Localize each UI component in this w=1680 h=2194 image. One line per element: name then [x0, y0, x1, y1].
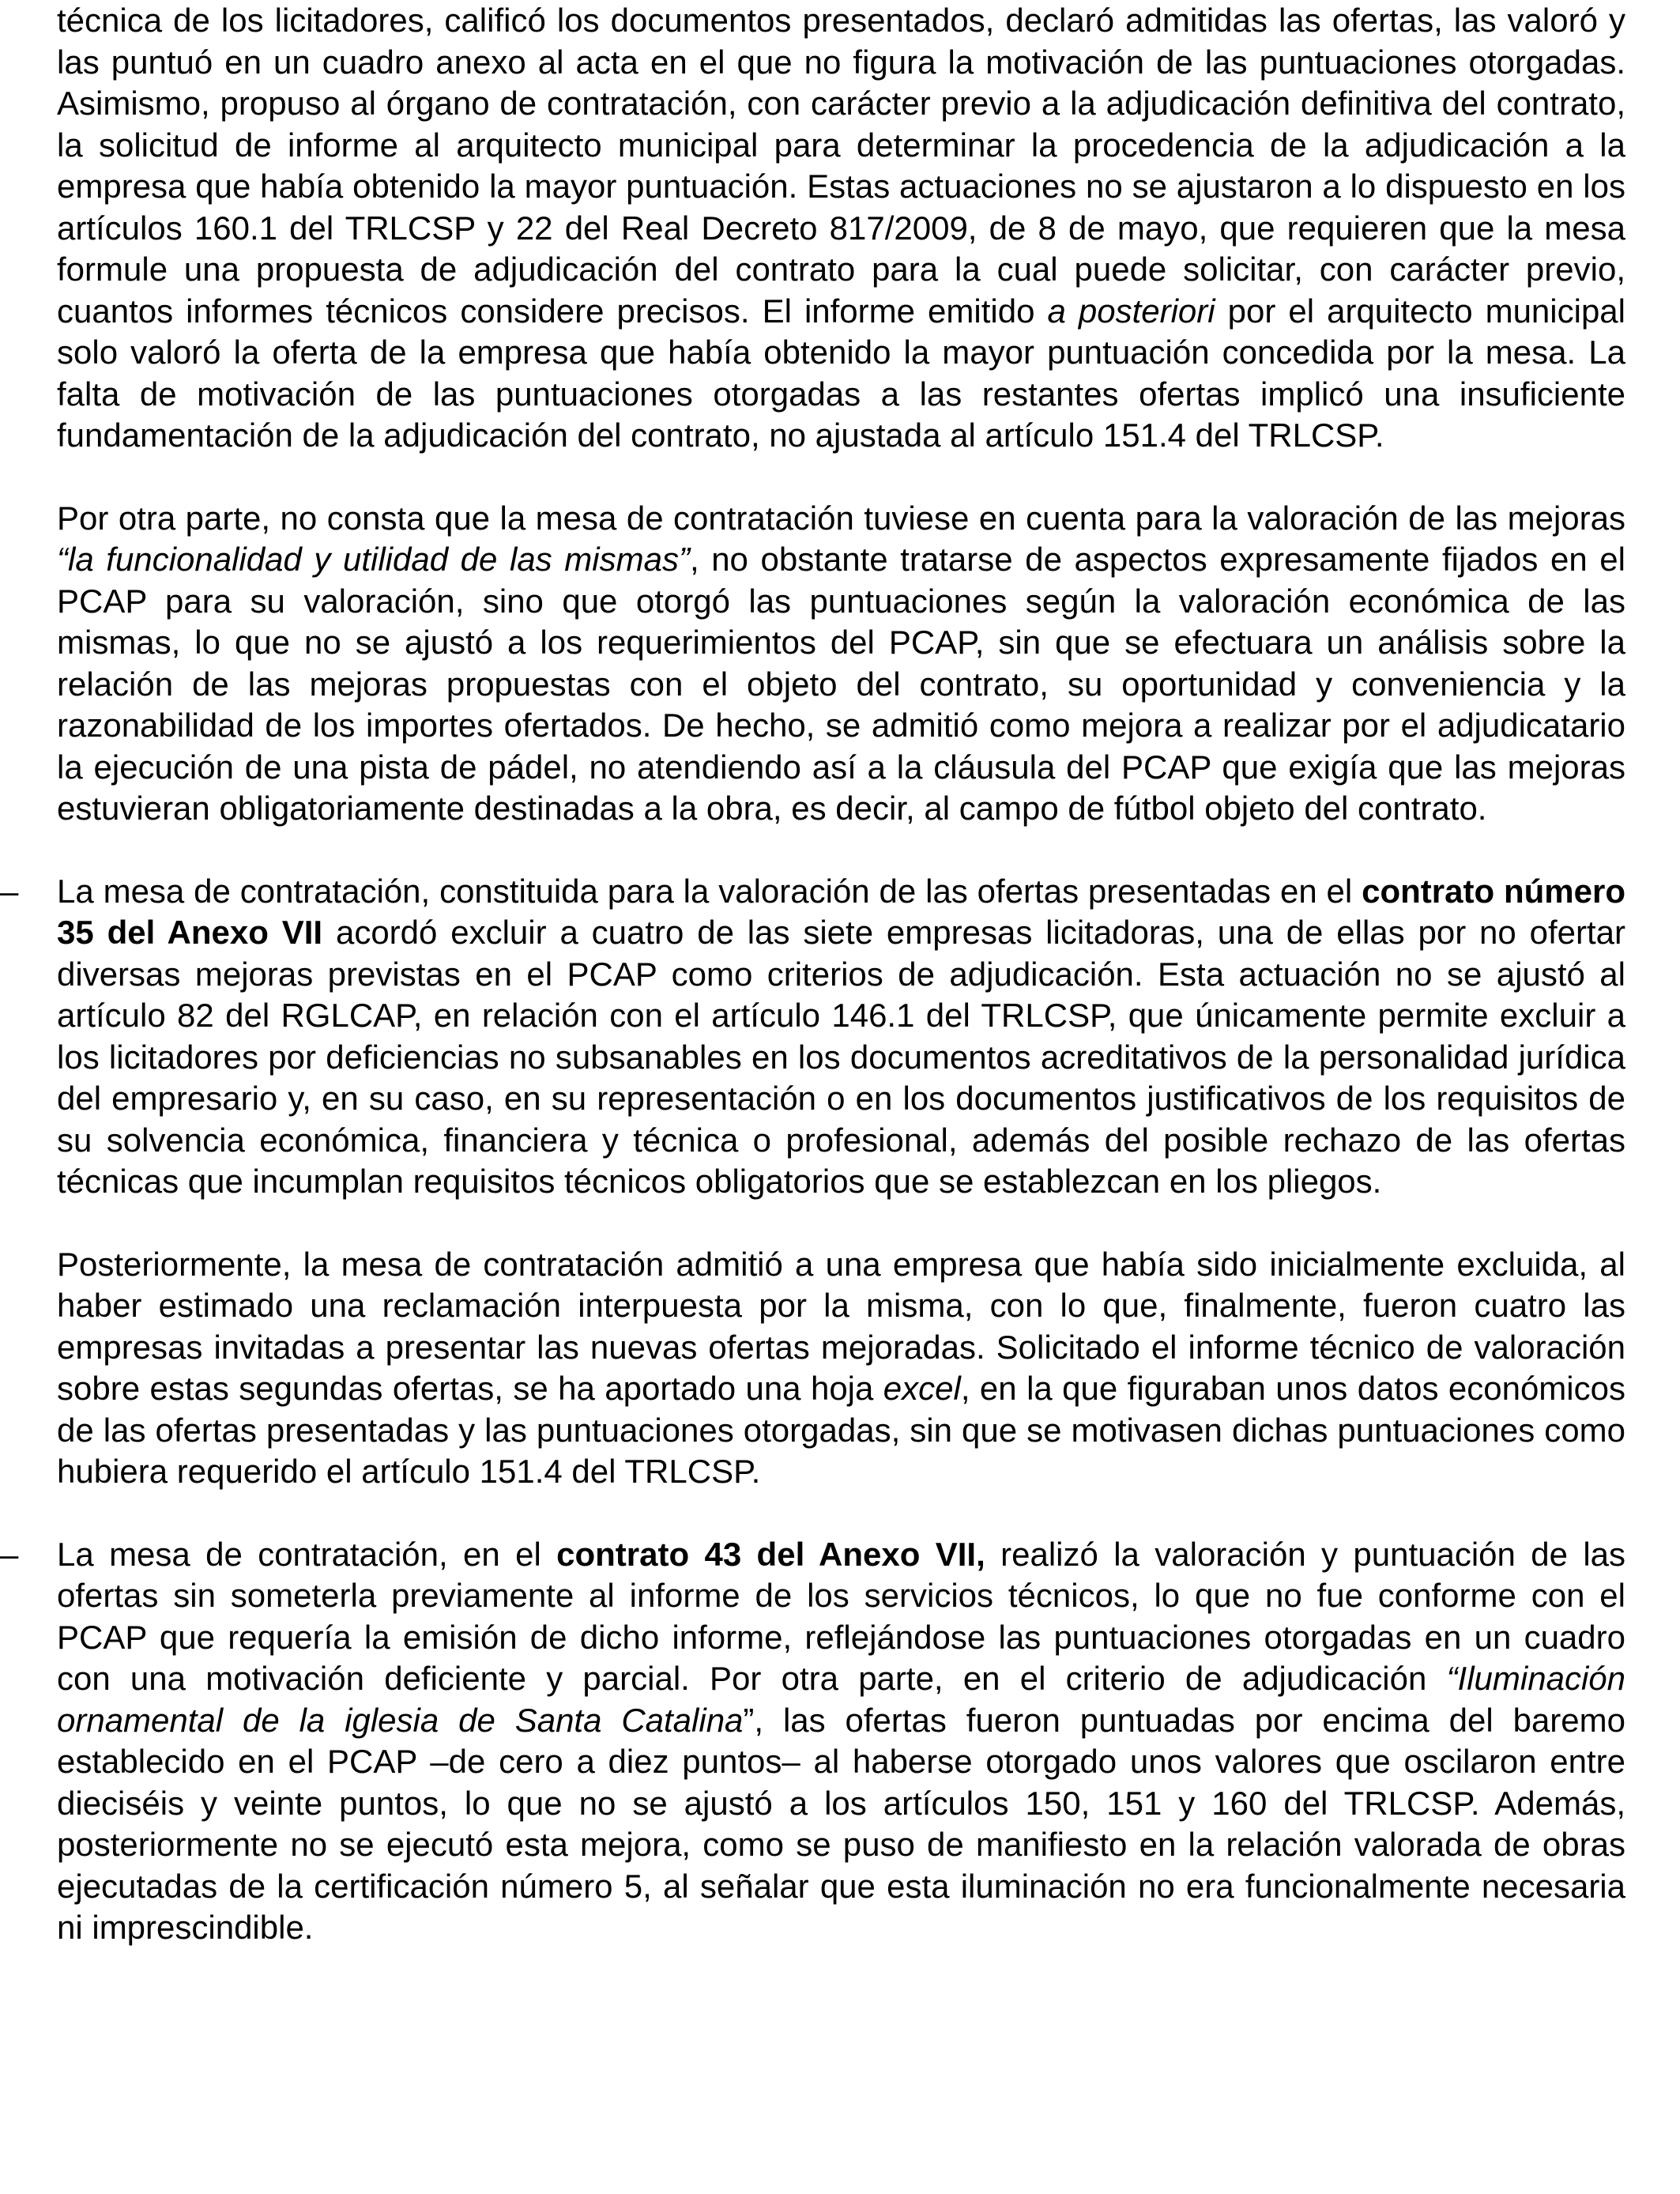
- text-run: La mesa de contratación, en el: [57, 1535, 557, 1573]
- bullet-text: [57, 1534, 1625, 1949]
- text-run: , no obstante tratarse de aspectos expresamente fijados en el PCAP para su valoración, sino que otorgó las puntuaciones según la valoración económica de las mismas, lo que no se ajustó a los requerimientos del PCAP, sin que se efectuara un análisis sobre la relación de las mejoras propuestas con el objeto del contrato, su oportunidad y conveniencia y la razonabilidad de los importes ofertados. De hecho, se admitió como mejora a realizar por el adjudicatario la ejecución de una pista de pádel, no atendiendo así a la cláusula del PCAP que exigía que las mejoras estuvieran obligatoriamente destinadas a la obra, es decir, al campo de fútbol objeto del contrato.: [57, 541, 1625, 827]
- italic-text: excel: [883, 1370, 961, 1407]
- bullet-item-contract-35: [0, 871, 1625, 1203]
- paragraph-adjudication-procedure: [57, 0, 1625, 457]
- italic-quote: “la funcionalidad y utilidad de las mismas”: [57, 541, 690, 578]
- bullet-text: [57, 871, 1625, 1203]
- italic-quote: “Iluminación ornamental de la iglesia de Santa Catalina: [57, 1660, 1625, 1739]
- text-run: técnica de los licitadores, calificó los documentos presentados, declaró admitidas las ofertas, las valoró y las puntuó en un cuadro anexo al acta en el que no figura la motivación de las puntuaciones otorgadas. Asimismo, propuso al órgano de contratación, con carácter previo a la adjudicación definitiva del contrato, la solicitud de informe al arquitecto municipal para determinar la procedencia de la adjudicación a la empresa que había obtenido la mayor puntuación. Estas actuaciones no se ajustaron a lo dispuesto en los artículos 160.1 del TRLCSP y 22 del Real Decreto 817/2009, de 8 de mayo, que requieren que la mesa formule una propuesta de adjudicación del contrato para la cual puede solicitar, con carácter previo, cuantos informes técnicos considere precisos. El informe emitido: [57, 2, 1625, 330]
- text-run: La mesa de contratación, constituida para la valoración de las ofertas presentadas en el: [57, 872, 1362, 910]
- paragraph-readmitted-company: [57, 1244, 1625, 1493]
- text-run: Posteriormente, la mesa de contratación admitió a una empresa que había sido inicialmente excluida, al haber estimado una reclamación interpuesta por la misma, con lo que, finalmente, fueron cuatro las empresas invitadas a presentar las nuevas ofertas mejoradas. Solicitado el informe técnico de valoración sobre estas segundas ofertas, se ha aportado una hoja: [57, 1245, 1625, 1407]
- bold-text: contrato 43 del Anexo VII,: [556, 1535, 985, 1573]
- text-run: realizó la valoración y puntuación de las ofertas sin someterla previamente al informe de los servicios técnicos, lo que no fue conforme con el PCAP que requería la emisión de dicho informe, reflejándose las puntuaciones otorgadas en un cuadro con una motivación deficiente y parcial. Por otra parte, en el criterio de adjudicación: [57, 1535, 1626, 1697]
- dash-bullet-icon: –: [0, 872, 19, 910]
- italic-text: a posteriori: [1047, 292, 1215, 330]
- text-run: , en la que figuraban unos datos económicos de las ofertas presentadas y las puntuaciones otorgadas, sin que se motivasen dichas puntuaciones como hubiera requerido el artículo 151.4 del TRLCSP.: [57, 1370, 1625, 1490]
- text-run: ”, las ofertas fueron puntuadas por encima del baremo establecido en el PCAP –de cero a diez puntos– al haberse otorgado unos valores que oscilaron entre dieciséis y veinte puntos, lo que no se ajustó a los artículos 150, 151 y 160 del TRLCSP. Además, posteriormente no se ejecutó esta mejora, como se puso de manifiesto en la relación valorada de obras ejecutadas de la certificación número 5, al señalar que esta iluminación no era funcionalmente necesaria ni imprescindible.: [57, 1701, 1625, 1946]
- text-run: acordó excluir a cuatro de las siete empresas licitadoras, una de ellas por no ofertar diversas mejoras previstas en el PCAP como criterios de adjudicación. Esta actuación no se ajustó al artículo 82 del RGLCAP, en relación con el artículo 146.1 del TRLCSP, que únicamente permite excluir a los licitadores por deficiencias no subsanables en los documentos acreditativos de la personalidad jurídica del empresario y, en su caso, en su representación o en los documentos justificativos de los requisitos de su solvencia económica, financiera y técnica o profesional, además del posible rechazo de las ofertas técnicas que incumplan requisitos técnicos obligatorios que se establezcan en los pliegos.: [57, 914, 1625, 1200]
- dash-bullet-icon: –: [0, 1535, 19, 1573]
- text-run: por el arquitecto municipal solo valoró la oferta de la empresa que había obtenido la mayor puntuación concedida por la mesa. La falta de motivación de las puntuaciones otorgadas a las restantes ofertas implicó una insuficiente fundamentación de la adjudicación del contrato, no ajustada al artículo 151.4 del TRLCSP.: [57, 292, 1625, 454]
- bullet-item-contract-43: [0, 1534, 1626, 1949]
- paragraph-improvements-valuation: [57, 498, 1625, 830]
- bold-text: contrato número 35 del Anexo VII: [57, 872, 1625, 951]
- text-run: Por otra parte, no consta que la mesa de contratación tuviese en cuenta para la valoración de las mejoras: [57, 499, 1625, 537]
